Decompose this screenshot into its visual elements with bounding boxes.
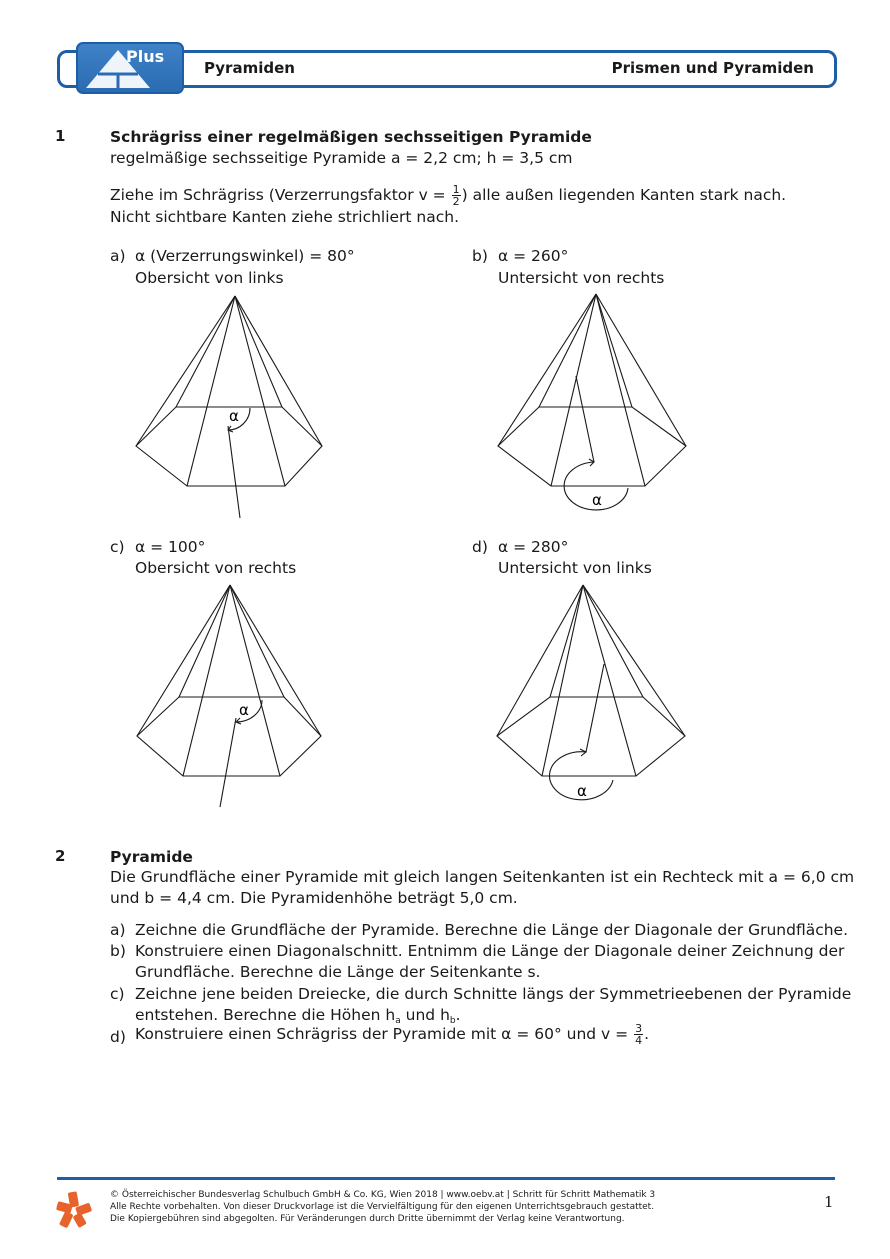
task2-b-text-1: Konstruiere einen Diagonalschnitt. Entnimm die Länge der Diagonale deiner Zeichnung der bbox=[135, 942, 845, 960]
item-a-line1: α (Verzerrungswinkel) = 80° bbox=[135, 247, 355, 265]
alpha-label-c: α bbox=[239, 701, 249, 719]
alpha-label-b: α bbox=[592, 491, 602, 509]
task2-a-label: a) bbox=[110, 921, 126, 939]
task2-b-text-2: Grundfläche. Berechne die Länge der Seitenkante s. bbox=[135, 963, 541, 981]
pyramid-d bbox=[497, 585, 685, 800]
item-c-line1: α = 100° bbox=[135, 538, 206, 556]
fraction-d bbox=[634, 1023, 643, 1046]
subscript-a: a bbox=[395, 1016, 401, 1026]
footer-copyright bbox=[110, 1189, 655, 1225]
c-text2-mid: und h bbox=[400, 1006, 450, 1024]
item-d-line1: α = 280° bbox=[498, 538, 569, 556]
task2-d-label: d) bbox=[110, 1028, 126, 1046]
fraction-numerator: 1 bbox=[452, 183, 460, 196]
c-text2-before: entstehen. Berechne die Höhen h bbox=[135, 1006, 396, 1024]
d-text-before: Konstruiere einen Schrägriss der Pyramide mit α = 60° und v = bbox=[135, 1025, 634, 1043]
footer-divider bbox=[57, 1177, 835, 1180]
item-c-label: c) bbox=[110, 538, 125, 556]
item-b-line1: α = 260° bbox=[498, 247, 569, 265]
item-b-line2: Untersicht von rechts bbox=[498, 269, 665, 287]
footer-line-3: Die Kopiergebühren sind abgegolten. Für Veränderungen durch Dritte übernimmt der Verlag keine Verantwortung. bbox=[110, 1214, 625, 1224]
fraction-denominator: 2 bbox=[452, 195, 460, 208]
page-title: Pyramiden bbox=[204, 59, 295, 77]
alpha-label-a: α bbox=[229, 407, 239, 425]
footer-line-2: Alle Rechte vorbehalten. Von dieser Druckvorlage ist die Vervielfältigung für den eigenen Unterrichtsgebrauch gestattet. bbox=[110, 1202, 655, 1212]
alpha-label-d: α bbox=[577, 782, 587, 800]
task1-instruction-2: Nicht sichtbare Kanten ziehe strichliert nach. bbox=[110, 208, 460, 226]
instr1-before: Ziehe im Schrägriss (Verzerrungsfaktor v = bbox=[110, 186, 451, 204]
page-number: 1 bbox=[824, 1193, 834, 1211]
c-text2-after: . bbox=[455, 1006, 461, 1024]
task2-c-text-1: Zeichne jene beiden Dreiecke, die durch Schnitte längs der Symmetrieebenen der Pyramide bbox=[135, 985, 852, 1003]
item-a-line2: Obersicht von links bbox=[135, 269, 284, 287]
task1-title: Schrägriss einer regelmäßigen sechsseitigen Pyramide bbox=[110, 128, 592, 146]
task2-a-text: Zeichne die Grundfläche der Pyramide. Berechne die Länge der Diagonale der Grundfläche. bbox=[135, 921, 849, 939]
task2-number: 2 bbox=[55, 847, 66, 865]
publisher-logo-icon bbox=[55, 1190, 93, 1228]
logo-text: Plus bbox=[126, 47, 165, 66]
item-d-line2: Untersicht von links bbox=[498, 559, 652, 577]
task2-title: Pyramide bbox=[110, 848, 193, 866]
item-a-label: a) bbox=[110, 247, 126, 265]
footer-line-1: © Österreichischer Bundesverlag Schulbuch GmbH & Co. KG, Wien 2018 | www.oebv.at | Schritt für Schritt Mathematik 3 bbox=[110, 1190, 656, 1200]
task2-c-label: c) bbox=[110, 985, 125, 1003]
chapter-title: Prismen und Pyramiden bbox=[611, 59, 814, 77]
fraction-d-denominator: 4 bbox=[635, 1034, 643, 1047]
task2-intro-2: und b = 4,4 cm. Die Pyramidenhöhe beträgt 5,0 cm. bbox=[110, 889, 518, 907]
subscript-b: b bbox=[449, 1016, 456, 1026]
pyramid-c bbox=[137, 585, 321, 807]
d-text-after: . bbox=[644, 1025, 649, 1043]
task2-d-text bbox=[135, 1023, 649, 1046]
pyramid-b bbox=[498, 294, 686, 510]
item-c-line2: Obersicht von rechts bbox=[135, 559, 297, 577]
task1-number: 1 bbox=[55, 127, 66, 145]
task2-b-label: b) bbox=[110, 942, 126, 960]
item-d-label: d) bbox=[472, 538, 488, 556]
task1-given: regelmäßige sechsseitige Pyramide a = 2,2 cm; h = 3,5 cm bbox=[110, 149, 573, 167]
item-b-label: b) bbox=[472, 247, 488, 265]
instr1-after: ) alle außen liegenden Kanten stark nach. bbox=[461, 186, 787, 204]
fraction-d-numerator: 3 bbox=[635, 1022, 643, 1035]
task2-intro-1: Die Grundfläche einer Pyramide mit gleich langen Seitenkanten ist ein Rechteck mit a = 6,0 cm bbox=[110, 868, 855, 886]
